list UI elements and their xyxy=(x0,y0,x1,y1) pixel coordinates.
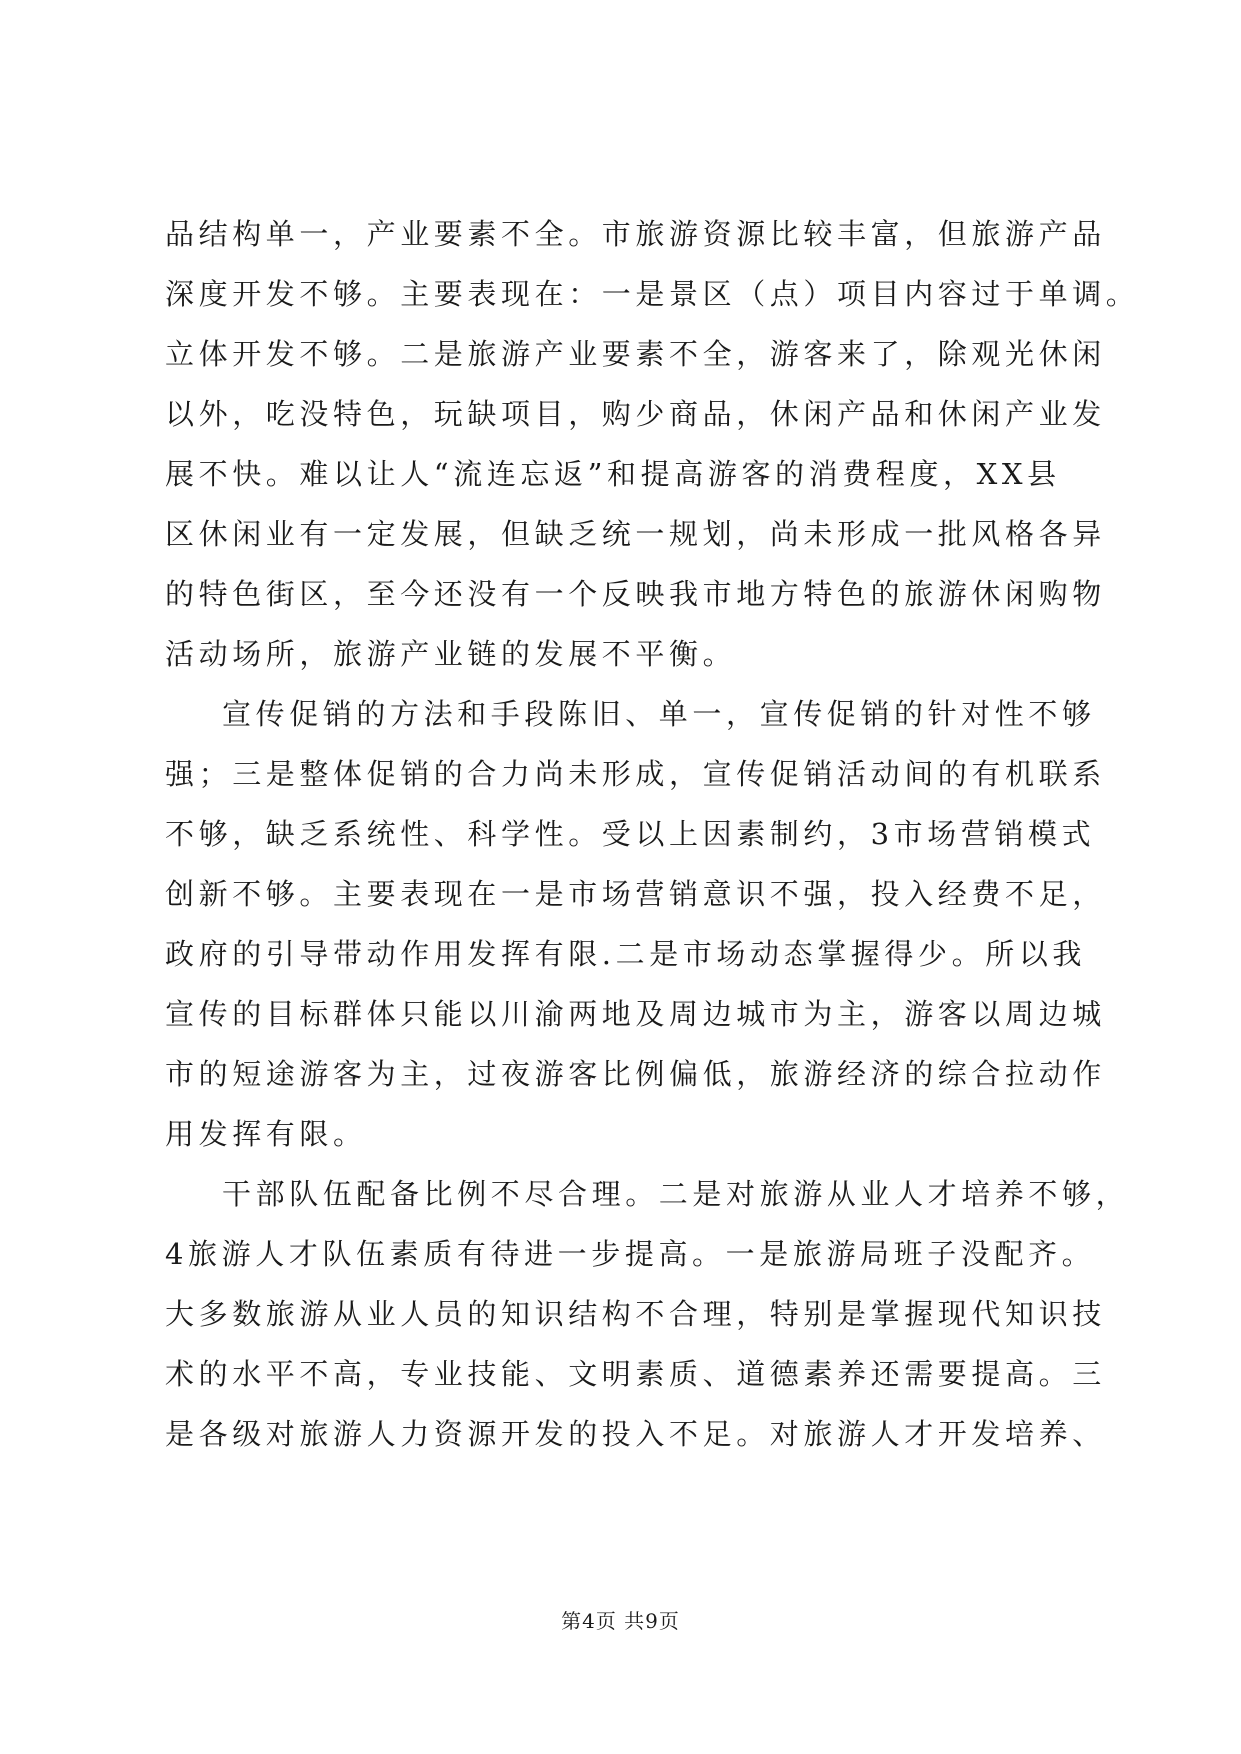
text-line: 市的短途游客为主，过夜游客比例偏低，旅游经济的综合拉动作 xyxy=(165,1057,1106,1091)
text-line: 以外，吃没特色，玩缺项目，购少商品，休闲产品和休闲产业发 xyxy=(165,397,1106,431)
page-footer: 第4页 共9页 xyxy=(561,1609,680,1633)
text-line: 深度开发不够。主要表现在：一是景区（点）项目内容过于单调。 xyxy=(165,277,1140,311)
text-line: 立体开发不够。二是旅游产业要素不全，游客来了，除观光休闲 xyxy=(165,337,1106,371)
text-line: 4旅游人才队伍素质有待进一步提高。一是旅游局班子没配齐。 xyxy=(165,1237,1096,1271)
text-line: 术的水平不高，专业技能、文明素质、道德素养还需要提高。三 xyxy=(165,1357,1106,1391)
text-line: 品结构单一，产业要素不全。市旅游资源比较丰富，但旅游产品 xyxy=(165,217,1106,251)
text-line: 宣传的目标群体只能以川渝两地及周边城市为主，游客以周边城 xyxy=(165,997,1106,1031)
text-line: 政府的引导带动作用发挥有限.二是市场动态掌握得少。所以我 xyxy=(165,937,1087,971)
text-line: 是各级对旅游人力资源开发的投入不足。对旅游人才开发培养、 xyxy=(165,1417,1106,1451)
text-line: 用发挥有限。 xyxy=(165,1117,367,1151)
text-line: 展不快。难以让人“流连忘返”和提高游客的消费程度，XX县 xyxy=(165,457,1061,491)
paragraph-first-line: 宣传促销的方法和手段陈旧、单一，宣传促销的针对性不够 xyxy=(222,697,1096,731)
text-line: 区休闲业有一定发展，但缺乏统一规划，尚未形成一批风格各异 xyxy=(165,517,1106,551)
paragraph-first-line: 干部队伍配备比例不尽合理。二是对旅游从业人才培养不够， xyxy=(222,1177,1130,1211)
text-line: 的特色街区，至今还没有一个反映我市地方特色的旅游休闲购物 xyxy=(165,577,1106,611)
text-line: 活动场所，旅游产业链的发展不平衡。 xyxy=(165,637,737,671)
text-line: 强；三是整体促销的合力尚未形成，宣传促销活动间的有机联系 xyxy=(165,757,1106,791)
text-line: 创新不够。主要表现在一是市场营销意识不强，投入经费不足， xyxy=(165,877,1106,911)
text-line: 不够，缺乏系统性、科学性。受以上因素制约，3市场营销模式 xyxy=(165,817,1096,851)
text-line: 大多数旅游从业人员的知识结构不合理，特别是掌握现代知识技 xyxy=(165,1297,1106,1331)
